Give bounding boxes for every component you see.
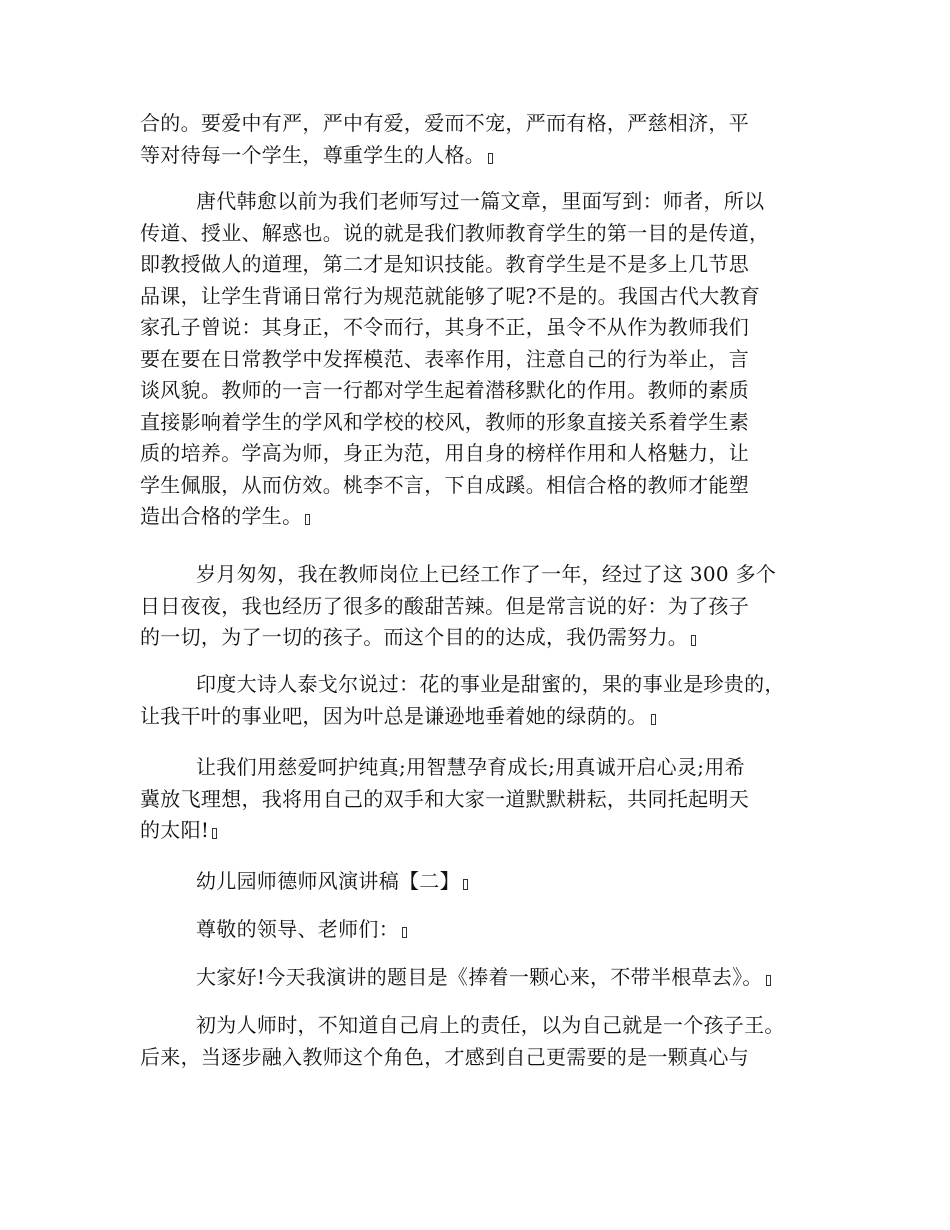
text-line: 后来，当逐步融入教师这个角色，才感到自己更需要的是一颗真心与 xyxy=(140,1044,749,1069)
paragraph-4 xyxy=(140,669,840,732)
text-line: 印度大诗人泰戈尔说过：花的事业是甜蜜的，果的事业是珍贵的， xyxy=(196,672,785,696)
paragraph-mark-icon xyxy=(463,879,468,890)
paragraph-mark-icon xyxy=(651,714,656,725)
text-line: 谈风貌。教师的一言一行都对学生起着潜移默化的作用。教师的素质 xyxy=(140,378,749,402)
section-heading-2 xyxy=(140,866,840,898)
paragraph-last xyxy=(140,1010,840,1073)
salutation xyxy=(140,914,840,946)
paragraph-mark-icon xyxy=(212,828,217,839)
text-line: 质的培养。学高为师，身正为范，用自身的榜样作用和人格魅力，让 xyxy=(140,441,749,465)
text-line: 传道、授业、解惑也。说的就是我们教师教育学生的第一目的是传道， xyxy=(140,220,770,245)
paragraph-mark-icon xyxy=(402,927,407,938)
paragraph-2 xyxy=(140,186,840,533)
text-line: 初为人师时，不知道自己肩上的责任，以为自己就是一个孩子王。 xyxy=(196,1013,785,1037)
text-line: 等对待每一个学生，尊重学生的人格。 xyxy=(140,140,840,172)
text-line: 的太阳! xyxy=(140,815,840,847)
text-line: 大家好!今天我演讲的题目是《捧着一颗心来，不带半根草去》。 xyxy=(140,962,840,994)
paragraph-mark-icon xyxy=(488,153,493,164)
text-line: 岁月匆匆，我在教师岗位上已经工作了一年，经过了这 300 多个 xyxy=(196,562,777,586)
text-line: 学生佩服，从而仿效。桃李不言，下自成蹊。相信合格的教师才能塑 xyxy=(140,472,749,497)
text-line: 的一切，为了一切的孩子。而这个目的的达成，我仍需努力。 xyxy=(140,622,840,654)
text-line: 冀放飞理想，我将用自己的双手和大家一道默默耕耘，共同托起明天 xyxy=(140,786,749,811)
text-line: 让我干叶的事业吧，因为叶总是谦逊地垂着她的绿荫的。 xyxy=(140,701,840,733)
text-line: 直接影响着学生的学风和学校的校风，教师的形象直接关系着学生素 xyxy=(140,409,749,434)
text-line: 品课，让学生背诵日常行为规范就能够了呢?不是的。我国古代大教育 xyxy=(140,283,761,308)
paragraph-mark-icon xyxy=(766,975,771,986)
paragraph-1 xyxy=(140,108,840,171)
text-line: 即教授做人的道理，第二才是知识技能。教育学生是不是多上几节思 xyxy=(140,252,749,276)
paragraph-3 xyxy=(140,559,840,654)
text-line: 唐代韩愈以前为我们老师写过一篇文章，里面写到：师者，所以 xyxy=(196,189,765,213)
text-line: 家孔子曾说：其身正，不令而行，其身不正，虽令不从作为教师我们 xyxy=(140,315,749,339)
greeting-paragraph xyxy=(140,962,840,994)
text-line: 日日夜夜，我也经历了很多的酸甜苦辣。但是常言说的好：为了孩子 xyxy=(140,593,749,618)
text-line: 合的。要爱中有严，严中有爱，爱而不宠，严而有格，严慈相济，平 xyxy=(140,111,749,135)
paragraph-mark-icon xyxy=(305,514,310,525)
paragraph-5 xyxy=(140,752,840,847)
text-line: 让我们用慈爱呵护纯真;用智慧孕育成长;用真诚开启心灵;用希 xyxy=(196,755,745,779)
text-line: 造出合格的学生。 xyxy=(140,501,840,533)
paragraph-mark-icon xyxy=(691,635,696,646)
text-line: 要在要在日常教学中发挥模范、表率作用，注意自己的行为举止，言 xyxy=(140,346,749,371)
text-line: 幼儿园师德师风演讲稿【二】 xyxy=(140,866,840,898)
text-line: 尊敬的领导、老师们： xyxy=(140,914,840,946)
